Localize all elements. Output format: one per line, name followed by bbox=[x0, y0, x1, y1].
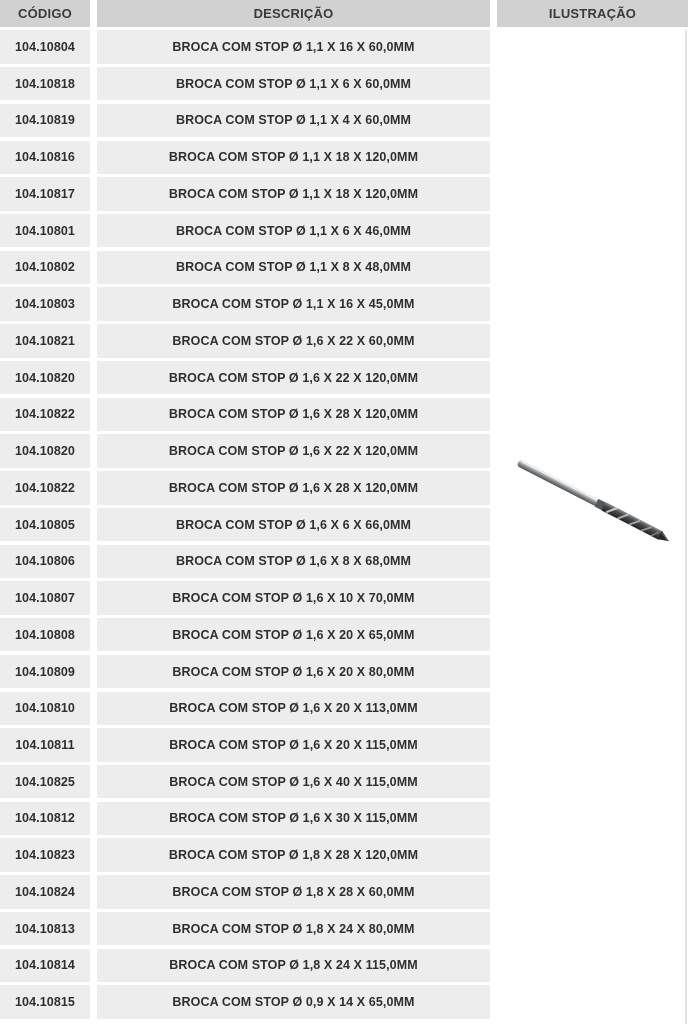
descricao-cell: BROCA COM STOP Ø 1,1 X 18 X 120,0MM bbox=[97, 177, 490, 210]
table-row bbox=[0, 214, 688, 247]
codigo-cell: 104.10821 bbox=[0, 324, 90, 357]
codigo-cell: 104.10815 bbox=[0, 985, 90, 1018]
codigo-cell: 104.10825 bbox=[0, 765, 90, 798]
table-row bbox=[0, 581, 688, 614]
codigo-cell: 104.10807 bbox=[0, 581, 90, 614]
codigo-cell: 104.10816 bbox=[0, 141, 90, 174]
descricao-cell: BROCA COM STOP Ø 1,6 X 20 X 65,0MM bbox=[97, 618, 490, 651]
table-row bbox=[0, 618, 688, 651]
table-row bbox=[0, 949, 688, 982]
table-row bbox=[0, 67, 688, 100]
descricao-cell: BROCA COM STOP Ø 1,8 X 28 X 60,0MM bbox=[97, 875, 490, 908]
codigo-cell: 104.10823 bbox=[0, 838, 90, 871]
column-header-codigo: CÓDIGO bbox=[0, 0, 90, 27]
table-row bbox=[0, 104, 688, 137]
codigo-cell: 104.10811 bbox=[0, 728, 90, 761]
codigo-cell: 104.10802 bbox=[0, 251, 90, 284]
table-header-row bbox=[0, 0, 688, 27]
descricao-cell: BROCA COM STOP Ø 1,6 X 40 X 115,0MM bbox=[97, 765, 490, 798]
descricao-cell: BROCA COM STOP Ø 1,6 X 8 X 68,0MM bbox=[97, 545, 490, 578]
descricao-cell: BROCA COM STOP Ø 1,1 X 16 X 60,0MM bbox=[97, 30, 490, 63]
table-row bbox=[0, 692, 688, 725]
codigo-cell: 104.10818 bbox=[0, 67, 90, 100]
table-row bbox=[0, 545, 688, 578]
codigo-cell: 104.10819 bbox=[0, 104, 90, 137]
descricao-cell: BROCA COM STOP Ø 1,6 X 20 X 80,0MM bbox=[97, 655, 490, 688]
descricao-cell: BROCA COM STOP Ø 1,6 X 22 X 120,0MM bbox=[97, 361, 490, 394]
table-row bbox=[0, 728, 688, 761]
descricao-cell: BROCA COM STOP Ø 1,8 X 24 X 80,0MM bbox=[97, 912, 490, 945]
codigo-cell: 104.10820 bbox=[0, 434, 90, 467]
descricao-cell: BROCA COM STOP Ø 1,8 X 24 X 115,0MM bbox=[97, 949, 490, 982]
table-row bbox=[0, 287, 688, 320]
table-row bbox=[0, 434, 688, 467]
descricao-cell: BROCA COM STOP Ø 1,6 X 30 X 115,0MM bbox=[97, 802, 490, 835]
descricao-cell: BROCA COM STOP Ø 1,1 X 6 X 60,0MM bbox=[97, 67, 490, 100]
table-row bbox=[0, 985, 688, 1018]
table-row bbox=[0, 177, 688, 210]
codigo-cell: 104.10810 bbox=[0, 692, 90, 725]
codigo-cell: 104.10808 bbox=[0, 618, 90, 651]
table-row bbox=[0, 912, 688, 945]
descricao-cell: BROCA COM STOP Ø 1,6 X 22 X 120,0MM bbox=[97, 434, 490, 467]
codigo-cell: 104.10803 bbox=[0, 287, 90, 320]
table-row bbox=[0, 30, 688, 63]
codigo-cell: 104.10822 bbox=[0, 471, 90, 504]
codigo-cell: 104.10805 bbox=[0, 508, 90, 541]
descricao-cell: BROCA COM STOP Ø 1,6 X 28 X 120,0MM bbox=[97, 398, 490, 431]
table-row bbox=[0, 324, 688, 357]
table-row bbox=[0, 251, 688, 284]
table-row bbox=[0, 765, 688, 798]
codigo-cell: 104.10806 bbox=[0, 545, 90, 578]
codigo-cell: 104.10804 bbox=[0, 30, 90, 63]
table-row bbox=[0, 361, 688, 394]
table-row bbox=[0, 875, 688, 908]
table-row bbox=[0, 398, 688, 431]
descricao-cell: BROCA COM STOP Ø 1,8 X 28 X 120,0MM bbox=[97, 838, 490, 871]
column-header-descricao: DESCRIÇÃO bbox=[97, 0, 490, 27]
codigo-cell: 104.10822 bbox=[0, 398, 90, 431]
descricao-cell: BROCA COM STOP Ø 0,9 X 14 X 65,0MM bbox=[97, 985, 490, 1018]
descricao-cell: BROCA COM STOP Ø 1,6 X 20 X 115,0MM bbox=[97, 728, 490, 761]
descricao-cell: BROCA COM STOP Ø 1,6 X 20 X 113,0MM bbox=[97, 692, 490, 725]
descricao-cell: BROCA COM STOP Ø 1,6 X 10 X 70,0MM bbox=[97, 581, 490, 614]
table-row bbox=[0, 655, 688, 688]
codigo-cell: 104.10812 bbox=[0, 802, 90, 835]
descricao-cell: BROCA COM STOP Ø 1,1 X 8 X 48,0MM bbox=[97, 251, 490, 284]
codigo-cell: 104.10801 bbox=[0, 214, 90, 247]
codigo-cell: 104.10820 bbox=[0, 361, 90, 394]
codigo-cell: 104.10817 bbox=[0, 177, 90, 210]
table-row bbox=[0, 141, 688, 174]
table-row bbox=[0, 802, 688, 835]
table-row bbox=[0, 838, 688, 871]
descricao-cell: BROCA COM STOP Ø 1,1 X 4 X 60,0MM bbox=[97, 104, 490, 137]
descricao-cell: BROCA COM STOP Ø 1,1 X 18 X 120,0MM bbox=[97, 141, 490, 174]
descricao-cell: BROCA COM STOP Ø 1,1 X 6 X 46,0MM bbox=[97, 214, 490, 247]
descricao-cell: BROCA COM STOP Ø 1,6 X 6 X 66,0MM bbox=[97, 508, 490, 541]
column-header-ilustracao: ILUSTRAÇÃO bbox=[497, 0, 688, 27]
codigo-cell: 104.10824 bbox=[0, 875, 90, 908]
table-row bbox=[0, 508, 688, 541]
descricao-cell: BROCA COM STOP Ø 1,1 X 16 X 45,0MM bbox=[97, 287, 490, 320]
codigo-cell: 104.10809 bbox=[0, 655, 90, 688]
codigo-cell: 104.10813 bbox=[0, 912, 90, 945]
right-edge-divider bbox=[685, 30, 687, 1024]
table-row bbox=[0, 471, 688, 504]
codigo-cell: 104.10814 bbox=[0, 949, 90, 982]
descricao-cell: BROCA COM STOP Ø 1,6 X 28 X 120,0MM bbox=[97, 471, 490, 504]
descricao-cell: BROCA COM STOP Ø 1,6 X 22 X 60,0MM bbox=[97, 324, 490, 357]
